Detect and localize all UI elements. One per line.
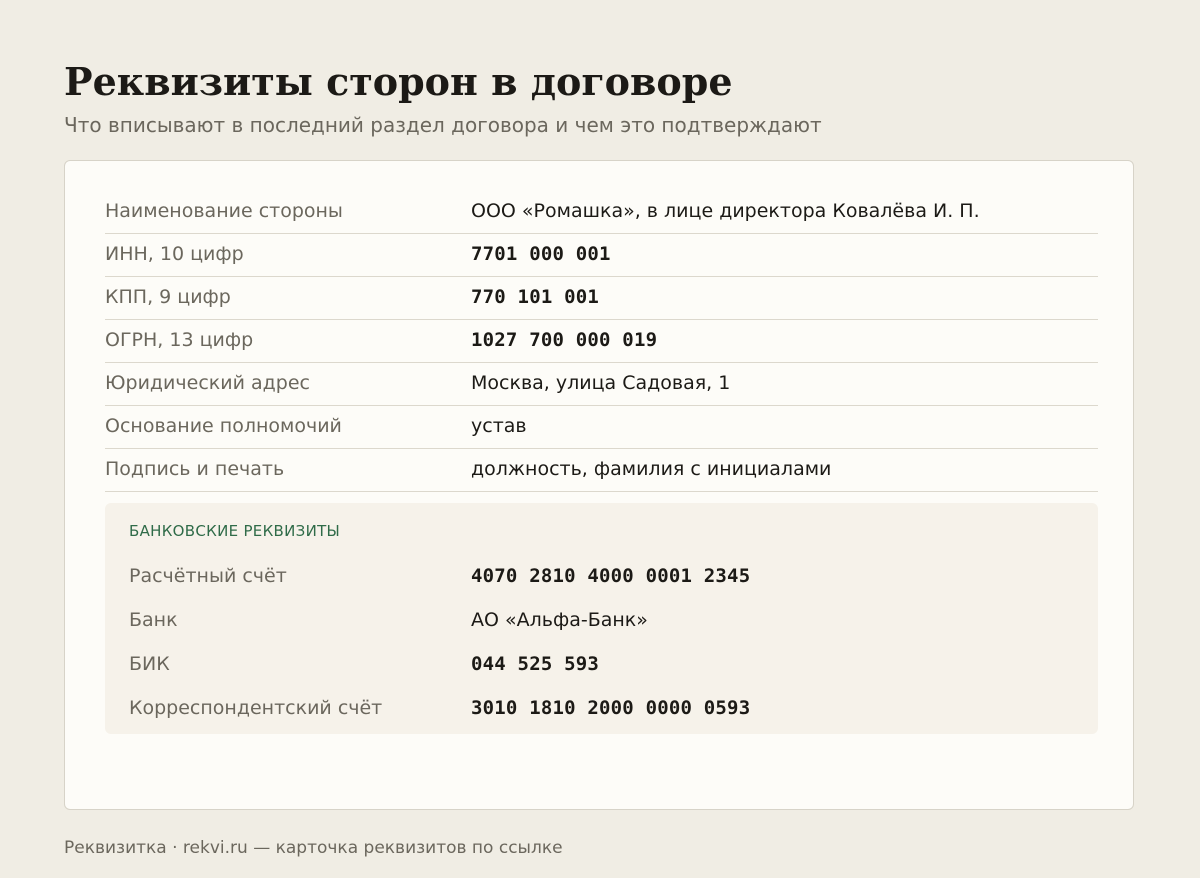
requisites-table: [105, 191, 1098, 492]
requisite-value: 1027 700 000 019: [471, 329, 658, 351]
requisite-label: Подпись и печать: [105, 458, 285, 480]
bank-label: Банк: [129, 609, 178, 631]
bank-value: АО «Альфа-Банк»: [471, 609, 648, 631]
requisite-label: Наименование стороны: [105, 200, 343, 222]
bank-row-account: [129, 561, 1074, 591]
requisite-row-kpp: [105, 277, 1098, 320]
bank-row-bik: [129, 649, 1074, 679]
requisite-value: Москва, улица Садовая, 1: [471, 372, 731, 394]
requisite-row-inn: [105, 234, 1098, 277]
requisite-value: ООО «Ромашка», в лице директора Ковалёва И. П.: [471, 200, 980, 222]
requisite-label: Юридический адрес: [105, 372, 310, 394]
requisite-label: ИНН, 10 цифр: [105, 243, 244, 265]
requisite-value: 7701 000 001: [471, 243, 611, 265]
bank-value: 3010 1810 2000 0000 0593: [471, 697, 751, 719]
page-subtitle: Что вписывают в последний раздел договора и чем это подтверждают: [64, 113, 822, 137]
requisite-value: должность, фамилия с инициалами: [471, 458, 832, 480]
bank-details-panel: [105, 503, 1098, 734]
requisite-label: КПП, 9 цифр: [105, 286, 231, 308]
bank-details-heading: БАНКОВСКИЕ РЕКВИЗИТЫ: [129, 522, 341, 540]
footer-text: Реквизитка · rekvi.ru — карточка реквизитов по ссылке: [64, 838, 563, 858]
requisite-label: ОГРН, 13 цифр: [105, 329, 254, 351]
requisite-row-signature: [105, 449, 1098, 492]
bank-label: Корреспондентский счёт: [129, 697, 383, 719]
bank-label: БИК: [129, 653, 170, 675]
requisite-row-address: [105, 363, 1098, 406]
requisite-value: 770 101 001: [471, 286, 600, 308]
bank-label: Расчётный счёт: [129, 565, 287, 587]
requisite-row-authority: [105, 406, 1098, 449]
bank-row-corr-account: [129, 693, 1074, 723]
requisites-card: [64, 160, 1134, 810]
requisite-row-name: [105, 191, 1098, 234]
requisite-label: Основание полномочий: [105, 415, 342, 437]
bank-row-bank-name: [129, 605, 1074, 635]
bank-value: 044 525 593: [471, 653, 600, 675]
requisite-value: устав: [471, 415, 527, 437]
requisite-row-ogrn: [105, 320, 1098, 363]
page-title: Реквизиты сторон в договоре: [64, 59, 733, 104]
bank-value: 4070 2810 4000 0001 2345: [471, 565, 751, 587]
